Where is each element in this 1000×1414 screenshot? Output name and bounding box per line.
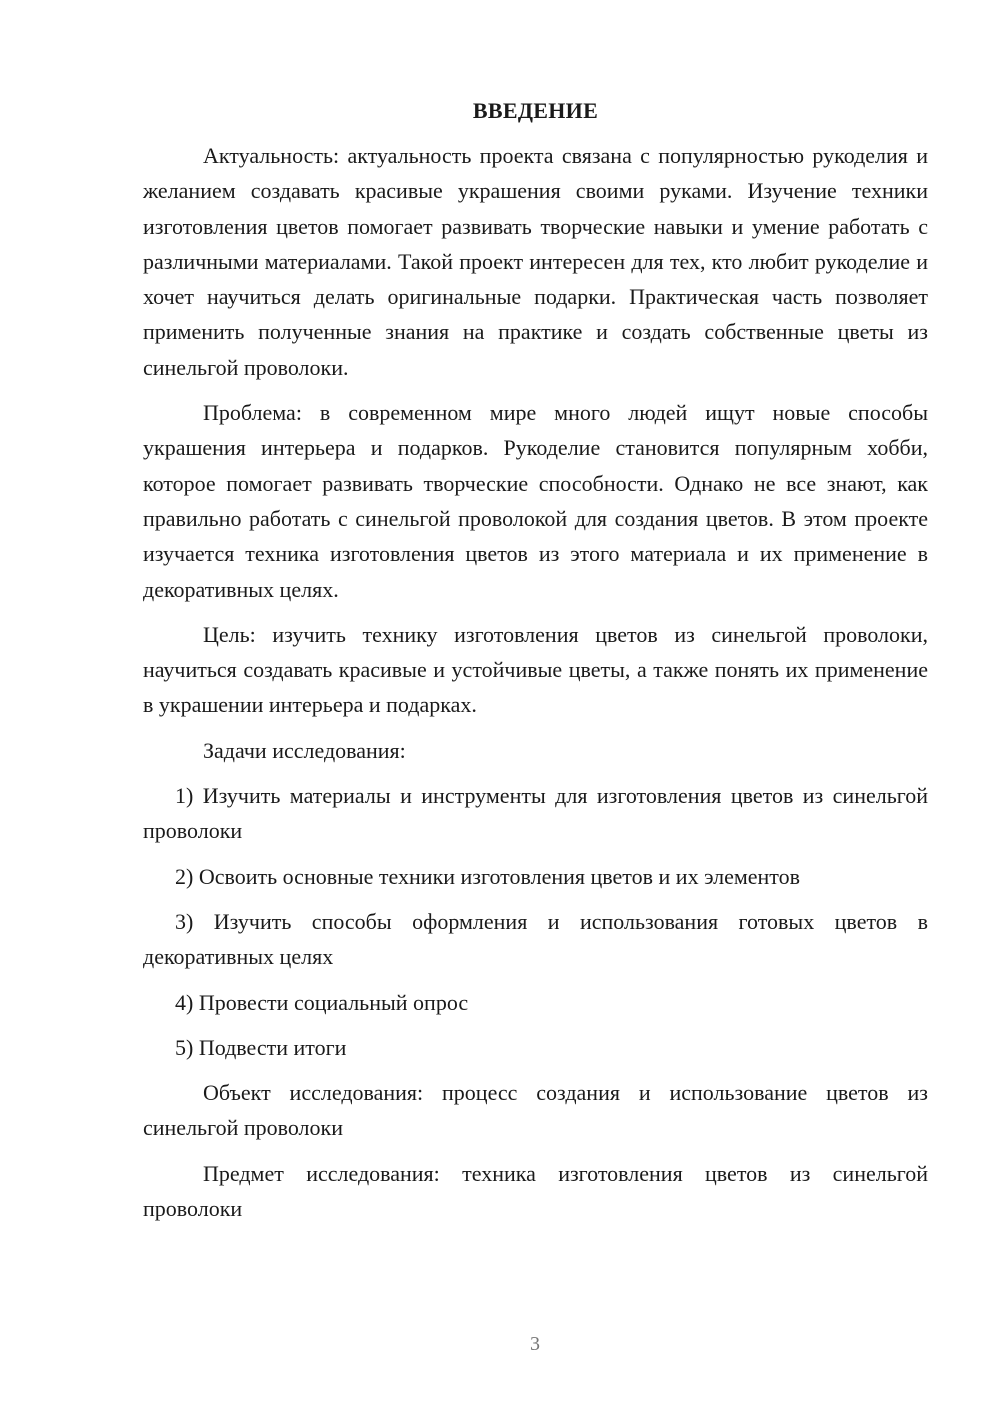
paragraph-relevance: Актуальность: актуальность проекта связана с популярностью рукоделия и желанием создавать красивые украшения своими руками. Изучение техники изготовления цветов помогает развивать творческие навыки и умение работать с различными материалами. Такой проект интересен для тех, кто любит рукоделие и хочет научиться делать оригинальные подарки. Практическая часть позволяет применить полученные знания на практике и создать собственные цветы из синельгой проволоки. (143, 143, 928, 380)
task-item-4: 4) Провести социальный опрос (175, 989, 469, 1015)
task-item-3: 3) Изучить способы оформления и использования готовых цветов в декоративных целях (143, 908, 928, 970)
page-content (143, 96, 928, 1236)
paragraph-subject: Предмет исследования: техника изготовления цветов из синельгой проволоки (143, 1160, 928, 1222)
paragraph-problem: Проблема: в современном мире много людей ищут новые способы украшения интерьера и подарков. Рукоделие становится популярным хобби, которое помогает развивать творческие способности. Однако не все знают, как правильно работать с синельгой проволокой для создания цветов. В этом проекте изучается техника изготовления цветов из этого материала и их применение в декоративных целях. (143, 400, 928, 602)
task-item-2: 2) Освоить основные техники изготовления цветов и их элементов (175, 863, 801, 889)
section-title: ВВЕДЕНИЕ (472, 98, 599, 123)
tasks-heading: Задачи исследования: (203, 737, 406, 763)
paragraph-object: Объект исследования: процесс создания и использование цветов из синельгой проволоки (143, 1080, 928, 1141)
paragraph-goal: Цель: изучить технику изготовления цветов из синельгой проволоки, научиться создавать красивые и устойчивые цветы, а также понять их применение в украшении интерьера и подарках. (143, 621, 928, 718)
task-item-5: 5) Подвести итоги (175, 1034, 347, 1060)
task-item-1: 1) Изучить материалы и инструменты для изготовления цветов из синельгой проволоки (143, 783, 928, 844)
page-number: 3 (530, 1333, 540, 1355)
